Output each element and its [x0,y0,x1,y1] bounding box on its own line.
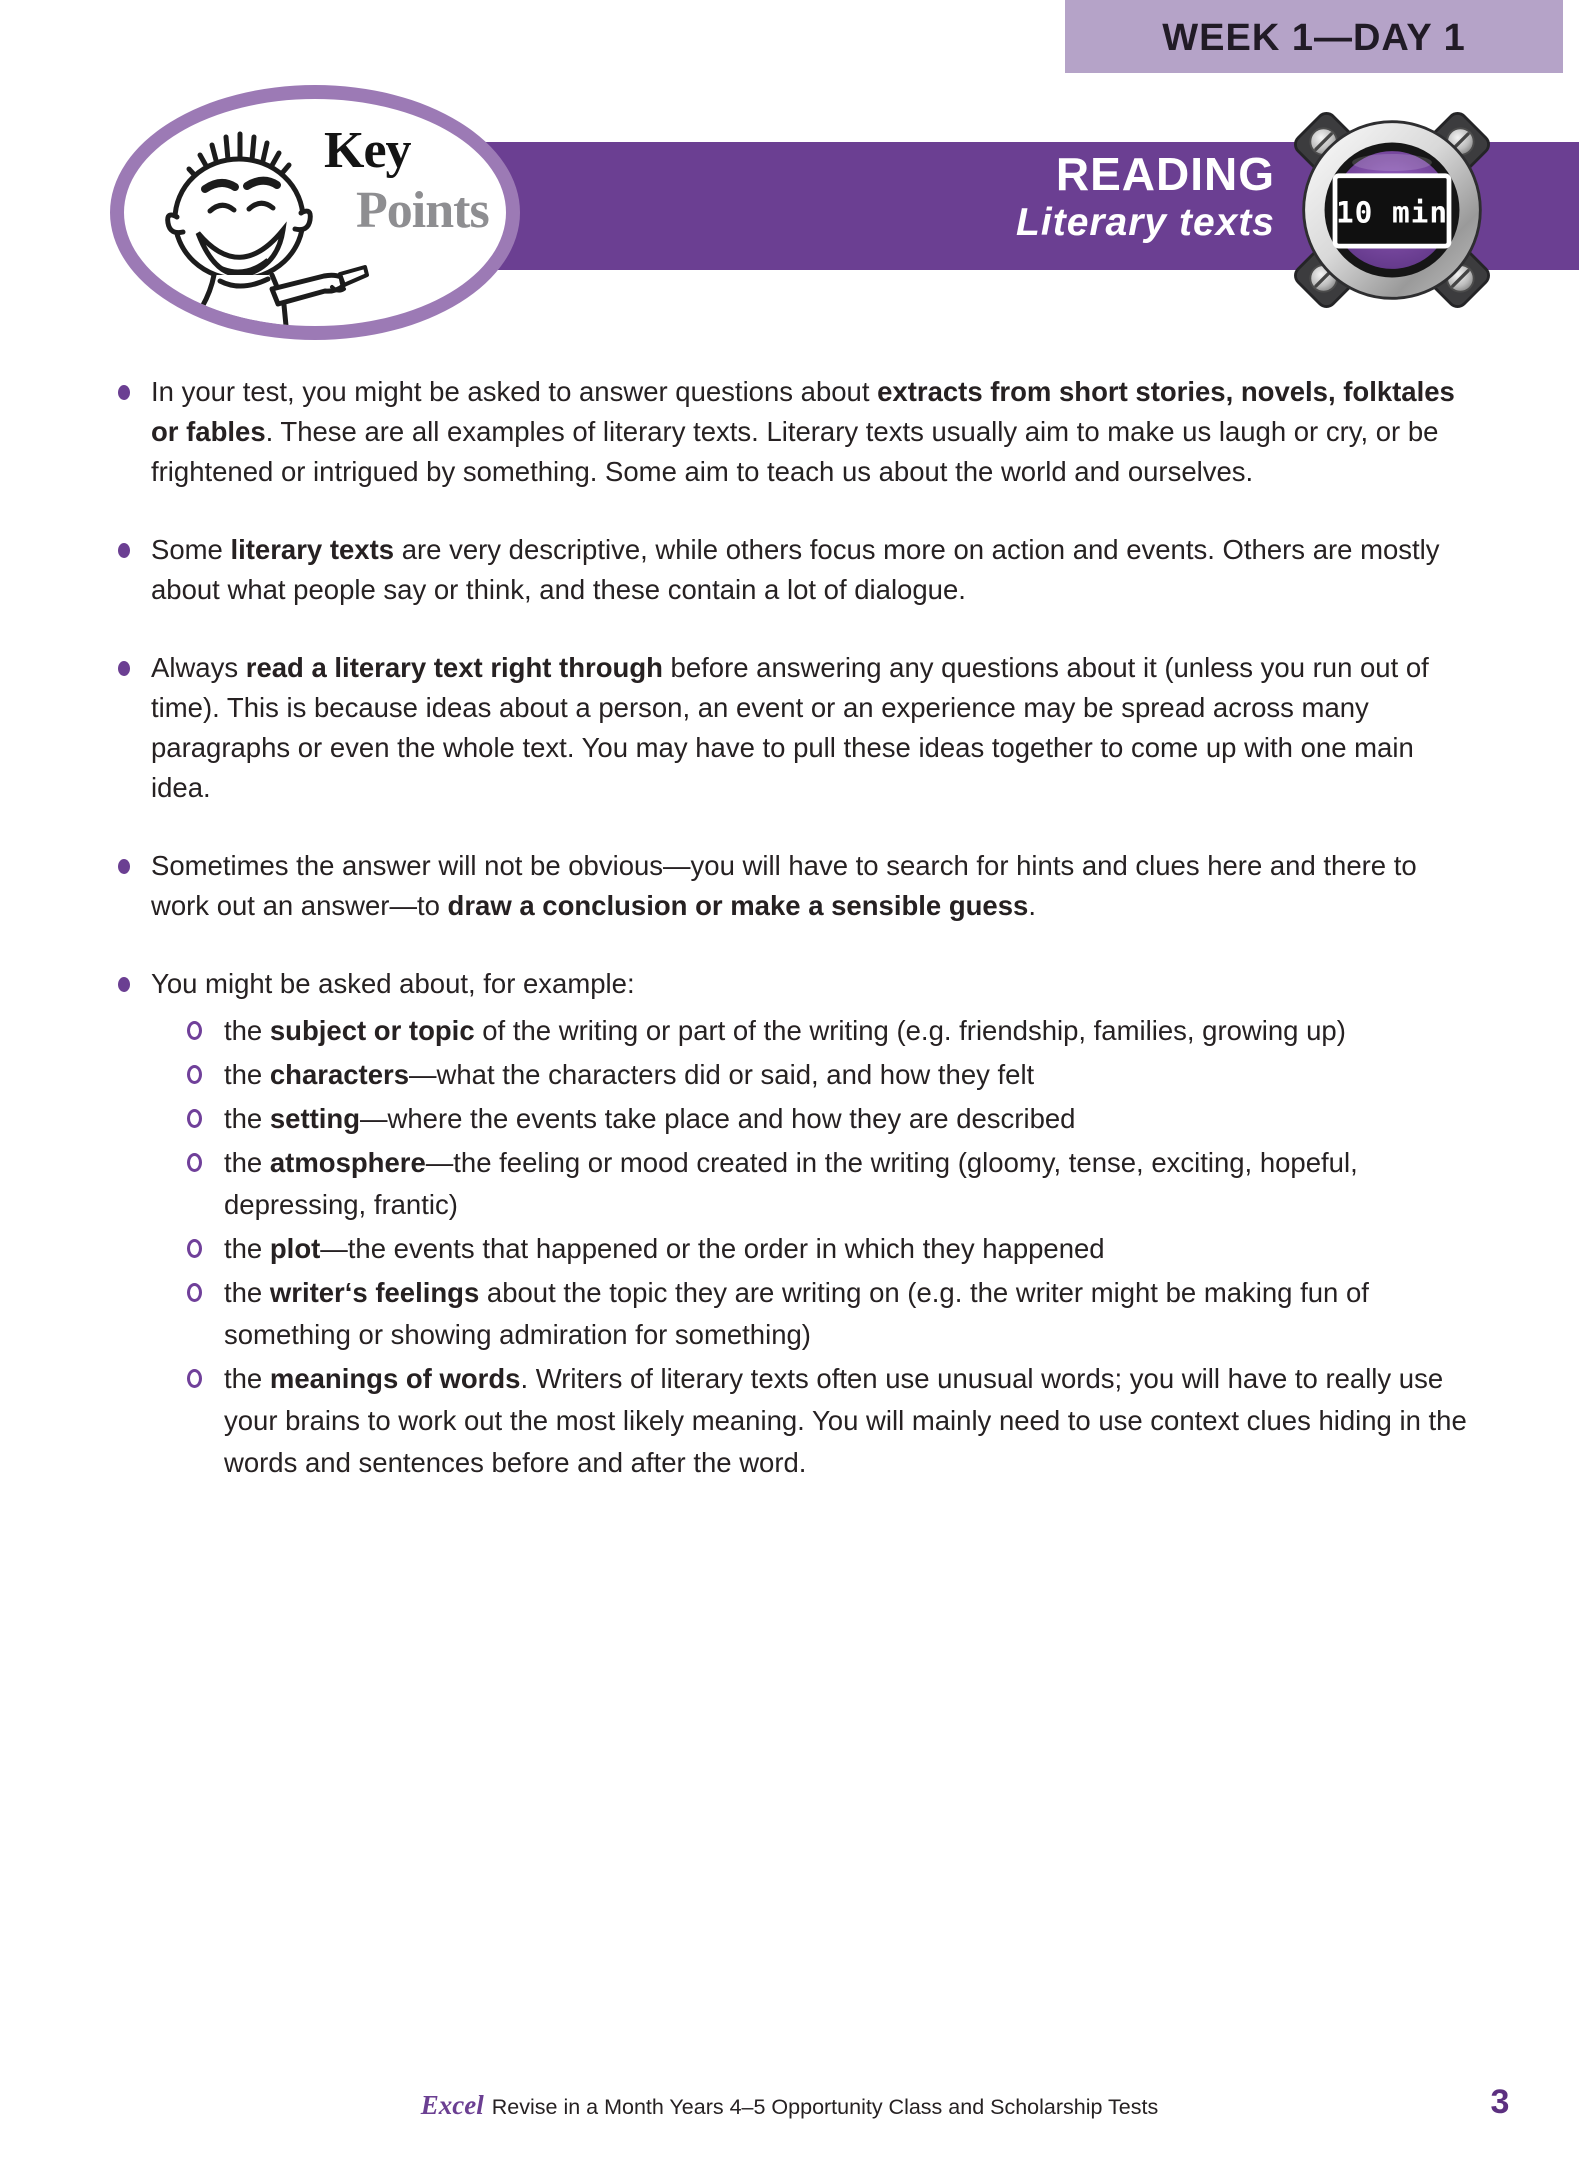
footer-title: Revise in a Month Years 4–5 Opportunity Class and Scholarship Tests [491,2095,1159,2119]
key-point-item: Always read a literary text right through before answering any questions about it (unless you run out of time). This is because ideas about a person, an event or an experience may be spread across many paragraphs or even the whole text. You may have to pull these ideas together to come up with one main idea. [115,648,1467,808]
subject-title: READING [1055,148,1275,200]
key-point-sub-item: the setting—where the events take place and how they are described [187,1098,1467,1140]
logo-word-key: Key [324,122,411,179]
key-point-item: In your test, you might be asked to answer questions about extracts from short stories, novels, folktales or fables. These are all examples of literary texts. Literary texts usually aim to make us laugh or cry, or be frightened or intrigued by something. Some aim to teach us about the world and ourselves. [115,372,1467,492]
footer [0,2090,1579,2121]
logo-word-points: Points [356,182,489,239]
week-day-banner: WEEK 1—DAY 1 [1065,0,1563,73]
key-point-item: Some literary texts are very descriptive, while others focus more on action and events. Others are mostly about what people say or think, and these contain a lot of dialogue. [115,530,1467,610]
page-number: 3 [1490,2083,1510,2121]
key-point-sub-item: the characters—what the characters did or said, and how they felt [187,1054,1467,1096]
key-point-sub-item: the atmosphere—the feeling or mood created in the writing (gloomy, tense, exciting, hopeful, depressing, frantic) [187,1142,1467,1226]
key-points-logo [110,85,520,340]
stopwatch-timer-icon [1278,96,1506,324]
key-point-sub-item: the writer‘s feelings about the topic they are writing on (e.g. the writer might be making fun of something or showing admiration for something) [187,1272,1467,1356]
key-point-item: You might be asked about, for example: the subject or topic of the writing or part of the writing (e.g. friendship, families, growing up) the characters—what the characters did or said, and how they felt the setting—where the events take place and how they are described the atmosphere—the feeling or mood created in the writing (gloomy, tense, exciting, hopeful, depressing, frantic) the plot—the events that happened or the order in which they happened the writer‘s feelings about the topic they are writing on (e.g. the writer might be making fun of something or showing admiration for something) the meanings of words. Writers of literary texts often use unusual words; you will have to really use your brains to work out the most likely meaning. You will mainly need to use context clues hiding in the words and sentences before and after the word. [115,964,1467,1484]
key-point-sub-item: the subject or topic of the writing or part of the writing (e.g. friendship, families, growing up) [187,1010,1467,1052]
subject-heading [880,150,1275,245]
timer-display: 10 min [1335,195,1449,230]
subject-topic: Literary texts [1016,201,1275,245]
footer-brand: Excel [420,2090,484,2120]
key-points-list [115,372,1467,1484]
key-points-section [115,372,1467,1522]
key-point-item: Sometimes the answer will not be obvious—you will have to search for hints and clues here and there to work out an answer—to draw a conclusion or make a sensible guess. [115,846,1467,926]
key-point-sub-item: the meanings of words. Writers of literary texts often use unusual words; you will have to really use your brains to work out the most likely meaning. You will mainly need to use context clues hiding in the words and sentences before and after the word. [187,1358,1467,1484]
key-point-sub-list [151,1010,1467,1484]
key-point-sub-item: the plot—the events that happened or the order in which they happened [187,1228,1467,1270]
